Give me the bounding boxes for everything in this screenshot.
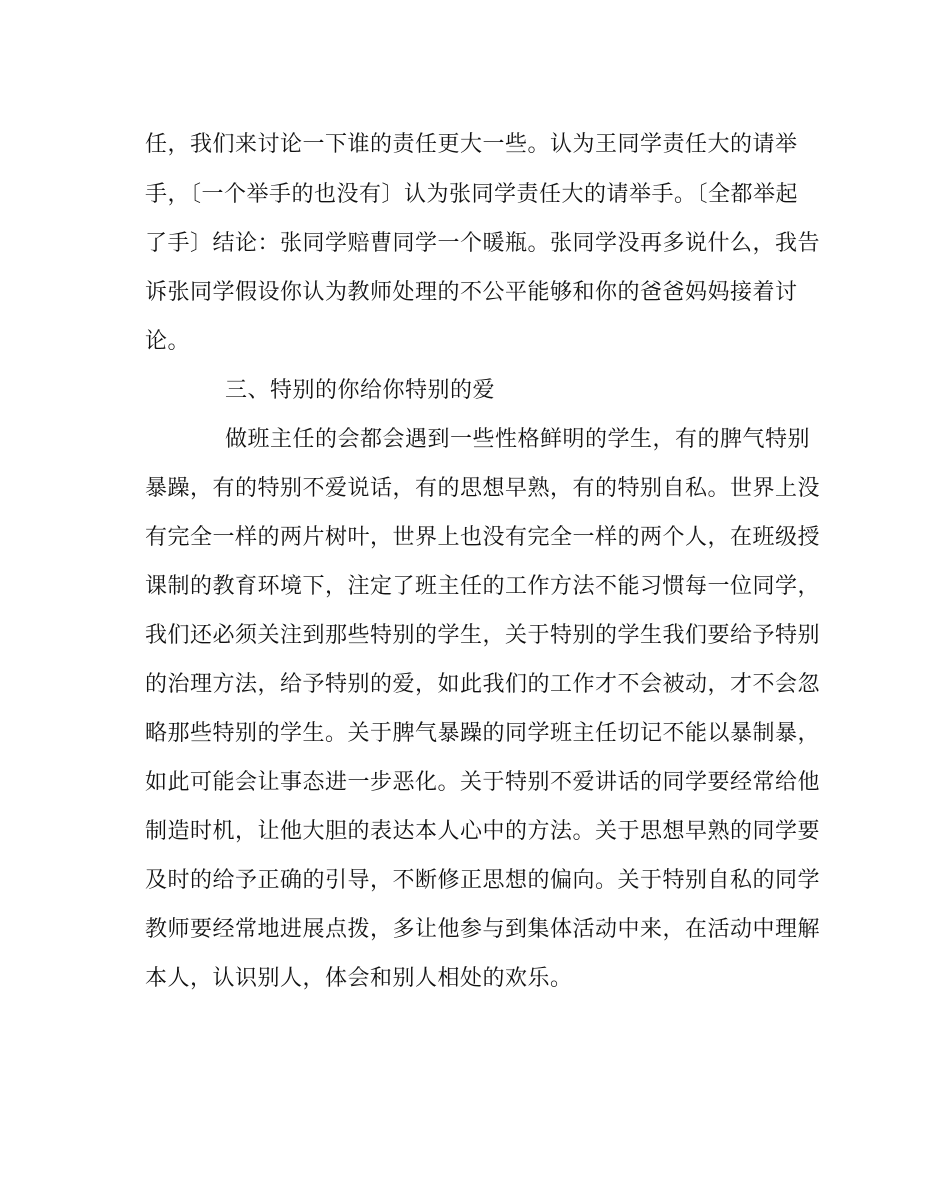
- paragraph-2-line-3: 有完全一样的两片树叶，世界上也没有完全一样的两个人，在班级授: [145, 525, 821, 550]
- paragraph-1-line-1: 任，我们来讨论一下谁的责任更大一些。认为王同学责任大的请举: [145, 132, 798, 157]
- paragraph-1-line-4: 诉张同学假设你认为教师处理的不公平能够和你的爸爸妈妈接着讨: [145, 280, 798, 305]
- paragraph-2-line-2: 暴躁，有的特别不爱说话，有的思想早熟，有的特别自私。世界上没: [145, 476, 821, 501]
- paragraph-2-line-6: 的治理方法，给予特别的爱，如此我们的工作才不会被动，才不会忽: [145, 672, 821, 697]
- paragraph-2-line-1: 做班主任的会都会遇到一些性格鲜明的学生，有的脾气特别: [225, 427, 811, 452]
- paragraph-1-line-2: 手，〔一个举手的也没有〕认为张同学责任大的请举手。〔全都举起: [145, 182, 799, 207]
- paragraph-2-line-4: 课制的教育环境下，注定了班主任的工作方法不能习惯每一位同学，: [145, 574, 821, 599]
- paragraph-1-line-3: 了手〕结论：张同学赔曹同学一个暖瓶。张同学没再多说什么，我告: [145, 231, 821, 256]
- paragraph-2-line-7: 略那些特别的学生。关于脾气暴躁的同学班主任切记不能以暴制暴，: [145, 721, 821, 746]
- section-heading: 三、特别的你给你特别的爱: [225, 378, 496, 403]
- paragraph-2-line-9: 制造时机，让他大胆的表达本人心中的方法。关于思想早熟的同学要: [145, 819, 821, 844]
- paragraph-2-line-11: 教师要经常地进展点拨，多让他参与到集体活动中来，在活动中理解: [145, 917, 821, 942]
- paragraph-2-line-5: 我们还必须关注到那些特别的学生，关于特别的学生我们要给予特别: [145, 623, 821, 648]
- paragraph-2-line-8: 如此可能会让事态进一步恶化。关于特别不爱讲话的同学要经常给他: [145, 770, 821, 795]
- paragraph-2-line-12: 本人，认识别人，体会和别人相处的欢乐。: [145, 966, 573, 991]
- paragraph-2-line-10: 及时的给予正确的引导，不断修正思想的偏向。关于特别自私的同学: [145, 868, 821, 893]
- paragraph-1-line-5: 论。: [145, 329, 191, 354]
